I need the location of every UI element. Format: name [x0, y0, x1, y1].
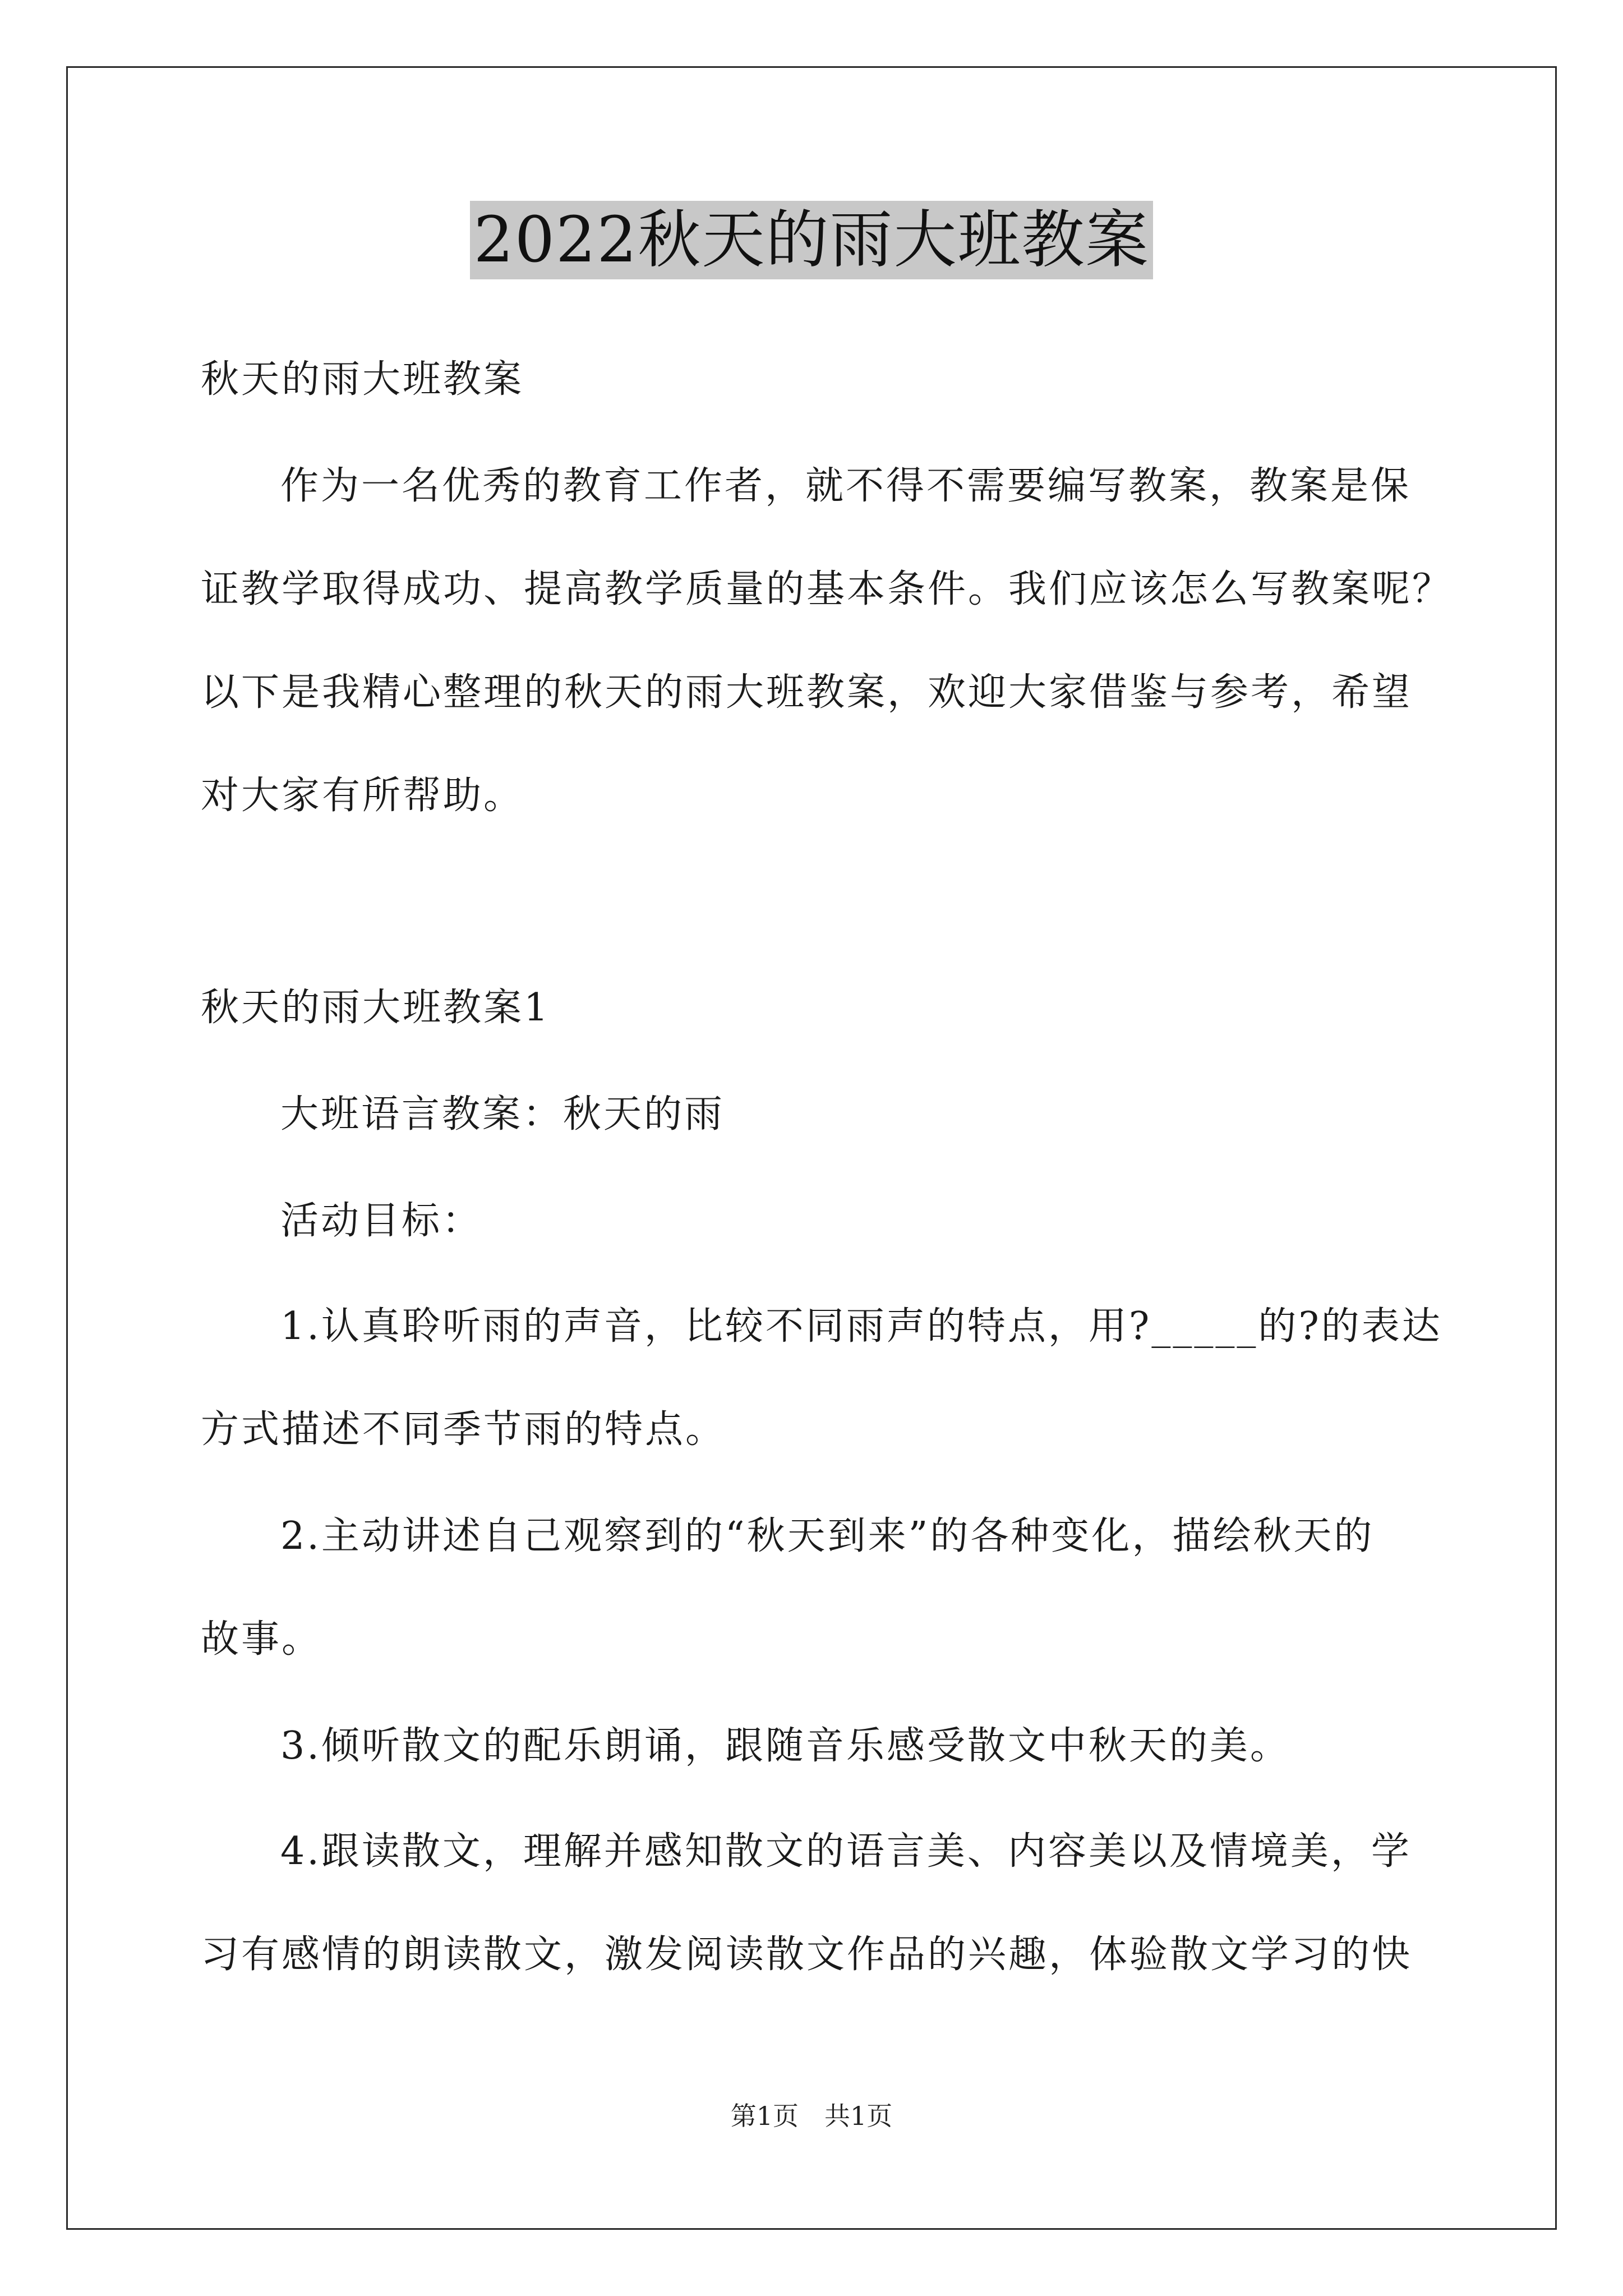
objective-1-line-1: 1.认真聆听雨的声音，比较不同雨声的特点，用?_____的?的表达	[280, 1304, 1442, 1349]
intro-line-2: 证教学取得成功、提高教学质量的基本条件。我们应该怎么写教案呢？	[201, 567, 1453, 611]
intro-line-1: 作为一名优秀的教育工作者，就不得不需要编写教案，教案是保	[280, 464, 1412, 508]
objective-1-line-2: 方式描述不同季节雨的特点。	[201, 1407, 726, 1452]
objective-2-line-2: 故事。	[201, 1617, 322, 1662]
section-heading: 秋天的雨大班教案1	[201, 986, 551, 1030]
objectives-heading: 活动目标：	[280, 1199, 483, 1243]
intro-line-4: 对大家有所帮助。	[201, 774, 524, 818]
objective-2-line-1: 2.主动讲述自己观察到的“秋天到来”的各种变化，描绘秋天的	[280, 1514, 1375, 1558]
objective-4-line-1: 4.跟读散文，理解并感知散文的语言美、内容美以及情境美，学	[280, 1829, 1412, 1874]
page-footer: 第1页 共1页	[730, 2101, 893, 2131]
intro-line-3: 以下是我精心整理的秋天的雨大班教案，欢迎大家借鉴与参考，希望	[201, 670, 1413, 715]
objective-3-line-1: 3.倾听散文的配乐朗诵，跟随音乐感受散文中秋天的美。	[280, 1724, 1290, 1768]
subtitle-line: 秋天的雨大班教案	[201, 357, 524, 402]
objective-4-line-2: 习有感情的朗读散文，激发阅读散文作品的兴趣，体验散文学习的快	[201, 1932, 1413, 1977]
title-container	[0, 201, 1623, 279]
lesson-title-line: 大班语言教案：秋天的雨	[280, 1092, 725, 1137]
document-title: 2022秋天的雨大班教案	[470, 201, 1152, 279]
